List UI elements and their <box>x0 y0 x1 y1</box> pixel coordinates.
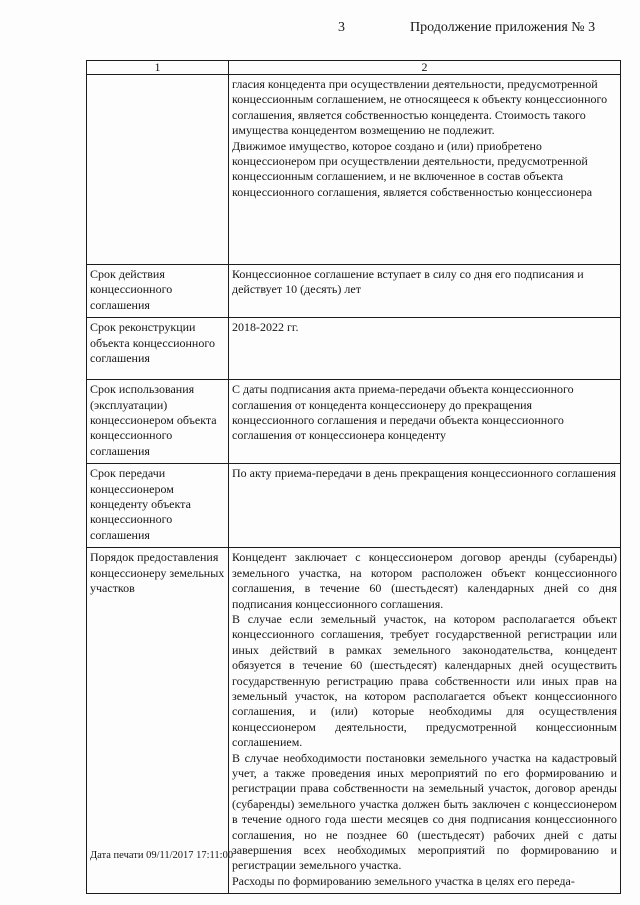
content-paragraph: С даты подписания акта приема-передачи объекта концессионного соглашения от концедента концессионеру до прекращения концессионного соглашения и передачи объекта концессионного соглашения от концессионера концеденту <box>232 382 574 443</box>
row-label: Срок действия концессионного соглашения <box>87 265 229 318</box>
table-row <box>87 75 621 265</box>
continuation-title: Продолжение приложения № 3 <box>410 20 596 35</box>
table-header-row <box>87 61 621 75</box>
content-paragraph: Концессионное соглашение вступает в силу со дня его подписания и действует 10 (десять) лет <box>232 267 584 297</box>
row-label: Срок использования (эксплуатации) концессионером объекта концессионного соглашения <box>87 380 229 464</box>
table-row <box>87 464 621 548</box>
row-content <box>229 548 621 894</box>
table-row <box>87 265 621 318</box>
row-content <box>229 75 621 265</box>
row-content <box>229 380 621 464</box>
row-content <box>229 265 621 318</box>
table-row <box>87 548 621 894</box>
page-number: 3 <box>338 20 345 35</box>
table-row <box>87 380 621 464</box>
row-label: Срок передачи концессионером концеденту объекта концессионного соглашения <box>87 464 229 548</box>
concession-table <box>86 60 621 894</box>
row-content <box>229 318 621 380</box>
print-date: Дата печати 09/11/2017 17:11:00 <box>90 850 234 861</box>
content-paragraph: 2018-2022 гг. <box>232 320 299 335</box>
content-paragraph: Движимое имущество, которое создано и (или) приобретено концессионером при осуществлении деятельности, предусмотренной концессионным соглашением, и не включенное в состав объекта концессионного соглашения, является собственностью концессионера <box>232 138 593 199</box>
table-row <box>87 318 621 380</box>
content-paragraph: Концедент заключает с концессионером договор аренды (субаренды) земельного участка, на котором расположен объект концессионного соглашения, в течение 60 (шестьдесят) календарных дней со дня подписания концессионного соглашения. <box>232 550 617 611</box>
row-label <box>87 75 229 265</box>
row-label: Порядок предоставления концессионеру земельных участков <box>87 548 229 894</box>
column-header-2: 2 <box>229 61 621 75</box>
column-header-1: 1 <box>87 61 229 75</box>
content-paragraph: В случае если земельный участок, на котором располагается объект концессионного соглашения, требует государственной регистрации или иных действий в рамках земельного законодательства, концедент обязуется в течение 60 (шестьдесят) календарных дней осуществить государственную регистрацию права собственности или иных прав на земельный участок, на котором располагается объект концессионного соглашения, и (или) которые необходимы для осуществления концессионером деятельности, предусмотренной концессионным соглашением. <box>232 611 617 750</box>
content-paragraph: В случае необходимости постановки земельного участка на кадастровый учет, а также проведения иных мероприятий по его формированию и регистрации права собственности на земельный участок, договор аренды (субаренды) земельного участка должен быть заключен с концессионером в течение одного года шести месяцев со дня подписания концессионного соглашения, но не позднее 60 (шестьдесят) рабочих дней с даты завершения всех необходимых мероприятий по формированию и регистрации земельного участка. <box>232 750 617 873</box>
row-content <box>229 464 621 548</box>
row-label: Срок реконструкции объекта концессионного соглашения <box>87 318 229 380</box>
page-header <box>0 20 640 40</box>
content-paragraph: Расходы по формированию земельного участка в целях его переда- <box>232 873 575 888</box>
content-paragraph: гласия концедента при осуществлении деятельности, предусмотренной концессионным соглашением, не относящееся к объекту концессионного соглашения, является собственностью концедента. Стоимость такого имущества концедентом возмещению не подлежит. <box>232 77 608 138</box>
content-paragraph: По акту приема-передачи в день прекращения концессионного соглашения <box>232 466 617 481</box>
